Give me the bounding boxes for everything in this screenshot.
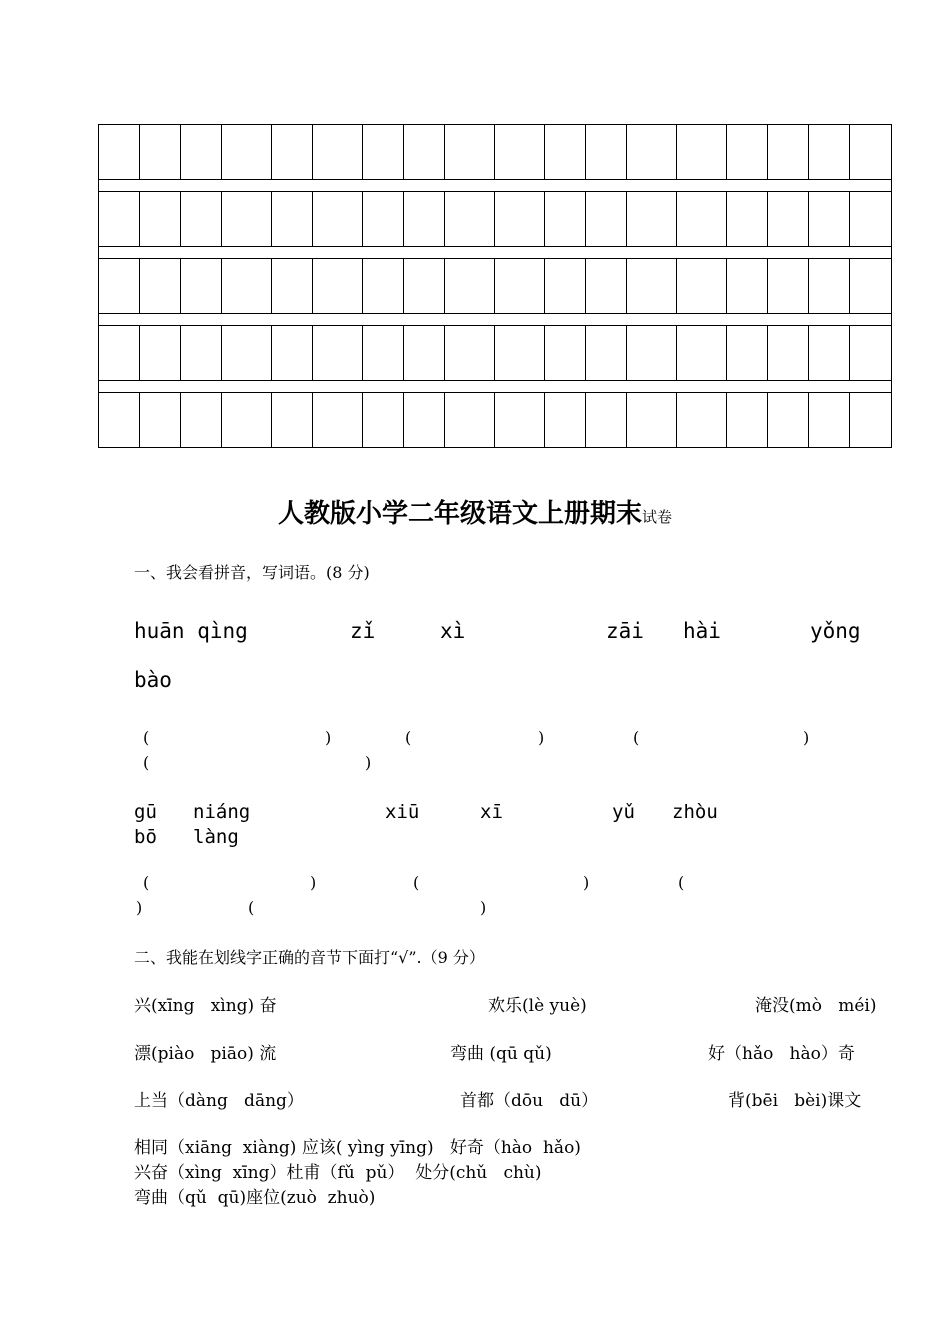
grid-cell <box>181 393 222 448</box>
grid-cell <box>627 259 677 314</box>
open-paren: ( <box>633 728 640 747</box>
grid-cell <box>495 393 545 448</box>
close-paren: ) <box>310 873 317 892</box>
grid-cell <box>677 192 727 247</box>
grid-cell <box>586 393 627 448</box>
grid-cell <box>181 192 222 247</box>
grid-cell <box>545 125 586 180</box>
item-beikewen: 背(bēi bèi)课文 <box>728 1091 862 1111</box>
grid-cell <box>404 326 445 381</box>
open-paren: ( <box>413 873 420 892</box>
pinyin-zhou: zhòu <box>672 801 718 823</box>
grid-cell <box>809 125 850 180</box>
item-shoudu: 首都（dōu dū） <box>460 1091 599 1111</box>
grid-cell <box>627 125 677 180</box>
grid-cell <box>727 192 768 247</box>
grid-cell <box>181 259 222 314</box>
grid-cell <box>99 125 140 180</box>
section1-heading: 一、我会看拼音，写词语。(8 分) <box>134 563 370 582</box>
grid-separator <box>99 247 892 259</box>
grid-cell <box>363 393 404 448</box>
grid-cell <box>627 393 677 448</box>
title-suffix: 试卷 <box>642 508 673 526</box>
item-shangdang: 上当（dàng dāng） <box>134 1091 304 1111</box>
pinyin-xiu: xiū <box>385 801 420 823</box>
extra-line: 相同（xiāng xiàng) 应该( yìng yīng) 好奇（hào hǎo) <box>134 1138 581 1158</box>
item-piaoliu: 漂(piào piāo) 流 <box>134 1044 277 1064</box>
grid-cell <box>495 326 545 381</box>
grid-cell <box>809 192 850 247</box>
grid-cell <box>677 125 727 180</box>
grid-cell <box>677 259 727 314</box>
pinyin-hai: hài <box>683 619 721 643</box>
grid-cell <box>809 326 850 381</box>
title-main: 人教版小学二年级语文上册期末 <box>277 499 642 529</box>
grid-cell <box>677 393 727 448</box>
grid-row <box>99 326 892 381</box>
grid-cell <box>363 125 404 180</box>
grid-cell <box>677 326 727 381</box>
item-yanmo: 淹没(mò méi) <box>755 996 877 1016</box>
grid-cell <box>404 192 445 247</box>
writing-grid <box>98 124 892 448</box>
grid-cell <box>222 259 272 314</box>
grid-separator-cell <box>99 180 892 192</box>
grid-cell <box>850 192 892 247</box>
grid-cell <box>181 326 222 381</box>
grid-cell <box>404 259 445 314</box>
grid-cell <box>586 259 627 314</box>
grid-cell <box>140 125 181 180</box>
grid-cell <box>445 326 495 381</box>
close-paren: ) <box>480 898 487 917</box>
grid-cell <box>727 259 768 314</box>
grid-cell <box>181 125 222 180</box>
grid-separator <box>99 314 892 326</box>
grid-separator <box>99 180 892 192</box>
grid-cell <box>140 326 181 381</box>
grid-cell <box>99 192 140 247</box>
grid-cell <box>272 393 313 448</box>
grid-cell <box>272 125 313 180</box>
pinyin-gu: gū <box>134 801 157 823</box>
grid-cell <box>222 125 272 180</box>
grid-cell <box>445 393 495 448</box>
grid-cell <box>272 192 313 247</box>
grid-cell <box>445 259 495 314</box>
grid-cell <box>627 192 677 247</box>
grid-cell <box>99 393 140 448</box>
grid-cell <box>768 192 809 247</box>
pinyin-xi: xì <box>440 619 466 643</box>
grid-row <box>99 259 892 314</box>
pinyin-zai: zāi <box>606 619 644 643</box>
close-paren: ) <box>136 898 143 917</box>
pinyin-huanqing: huān qìng <box>134 619 248 643</box>
grid-cell <box>545 326 586 381</box>
grid-cell <box>495 125 545 180</box>
grid-cell <box>586 326 627 381</box>
grid-cell <box>850 393 892 448</box>
grid-cell <box>313 125 363 180</box>
grid-cell <box>495 259 545 314</box>
close-paren: ) <box>583 873 590 892</box>
grid-cell <box>809 259 850 314</box>
pinyin-bo: bō <box>134 826 157 848</box>
grid-cell <box>545 393 586 448</box>
grid-separator <box>99 381 892 393</box>
section2-heading: 二、我能在划线字正确的音节下面打“√”.（9 分） <box>134 948 485 967</box>
grid-cell <box>768 259 809 314</box>
grid-cell <box>850 125 892 180</box>
grid-cell <box>627 326 677 381</box>
item-haoqi: 好（hǎo hào）奇 <box>708 1044 855 1064</box>
pinyin-yu: yǔ <box>612 801 635 823</box>
grid-cell <box>222 326 272 381</box>
grid-cell <box>140 192 181 247</box>
open-paren: ( <box>143 873 150 892</box>
grid-cell <box>313 259 363 314</box>
grid-cell <box>586 192 627 247</box>
grid-cell <box>140 393 181 448</box>
grid-cell <box>545 192 586 247</box>
grid-cell <box>404 393 445 448</box>
pinyin-xi2: xī <box>480 801 503 823</box>
grid-cell <box>363 259 404 314</box>
grid-cell <box>363 192 404 247</box>
close-paren: ) <box>325 728 332 747</box>
grid-cell <box>140 259 181 314</box>
grid-cell <box>313 192 363 247</box>
open-paren: ( <box>405 728 412 747</box>
grid-cell <box>768 393 809 448</box>
grid-cell <box>313 393 363 448</box>
grid-cell <box>363 326 404 381</box>
grid-separator-cell <box>99 247 892 259</box>
open-paren: ( <box>143 728 150 747</box>
grid-cell <box>545 259 586 314</box>
close-paren: ) <box>803 728 810 747</box>
extra-line: 弯曲（qǔ qū)座位(zuò zhuò) <box>134 1188 376 1208</box>
close-paren: ) <box>538 728 545 747</box>
grid-cell <box>222 393 272 448</box>
grid-row <box>99 125 892 180</box>
grid-separator-cell <box>99 314 892 326</box>
grid-cell <box>222 192 272 247</box>
extra-line: 兴奋（xìng xīng）杜甫（fǔ pǔ） 处分(chǔ chù) <box>134 1163 542 1183</box>
grid-cell <box>850 259 892 314</box>
grid-cell <box>99 259 140 314</box>
grid-cell <box>586 125 627 180</box>
item-xingfen: 兴(xīng xìng) 奋 <box>134 996 277 1016</box>
grid-cell <box>272 259 313 314</box>
grid-cell <box>727 393 768 448</box>
open-paren: ( <box>678 873 685 892</box>
close-paren: ) <box>365 753 372 772</box>
grid-cell <box>99 326 140 381</box>
grid-cell <box>850 326 892 381</box>
grid-cell <box>768 125 809 180</box>
grid-row <box>99 393 892 448</box>
grid-cell <box>809 393 850 448</box>
grid-row <box>99 192 892 247</box>
grid-cell <box>404 125 445 180</box>
grid-cell <box>272 326 313 381</box>
page-title <box>0 493 950 530</box>
grid-cell <box>768 326 809 381</box>
pinyin-bao: bào <box>134 668 172 692</box>
pinyin-yong: yǒng <box>810 619 861 643</box>
pinyin-lang: làng <box>193 826 239 848</box>
item-wanqu: 弯曲 (qū qǔ) <box>450 1044 552 1064</box>
item-huanle: 欢乐(lè yuè) <box>488 996 587 1016</box>
open-paren: ( <box>143 753 150 772</box>
grid-cell <box>445 192 495 247</box>
grid-cell <box>313 326 363 381</box>
grid-cell <box>727 125 768 180</box>
pinyin-niang: niáng <box>193 801 251 823</box>
grid-separator-cell <box>99 381 892 393</box>
grid-cell <box>495 192 545 247</box>
pinyin-zi: zǐ <box>350 619 376 643</box>
open-paren: ( <box>248 898 255 917</box>
grid-cell <box>445 125 495 180</box>
grid-cell <box>727 326 768 381</box>
